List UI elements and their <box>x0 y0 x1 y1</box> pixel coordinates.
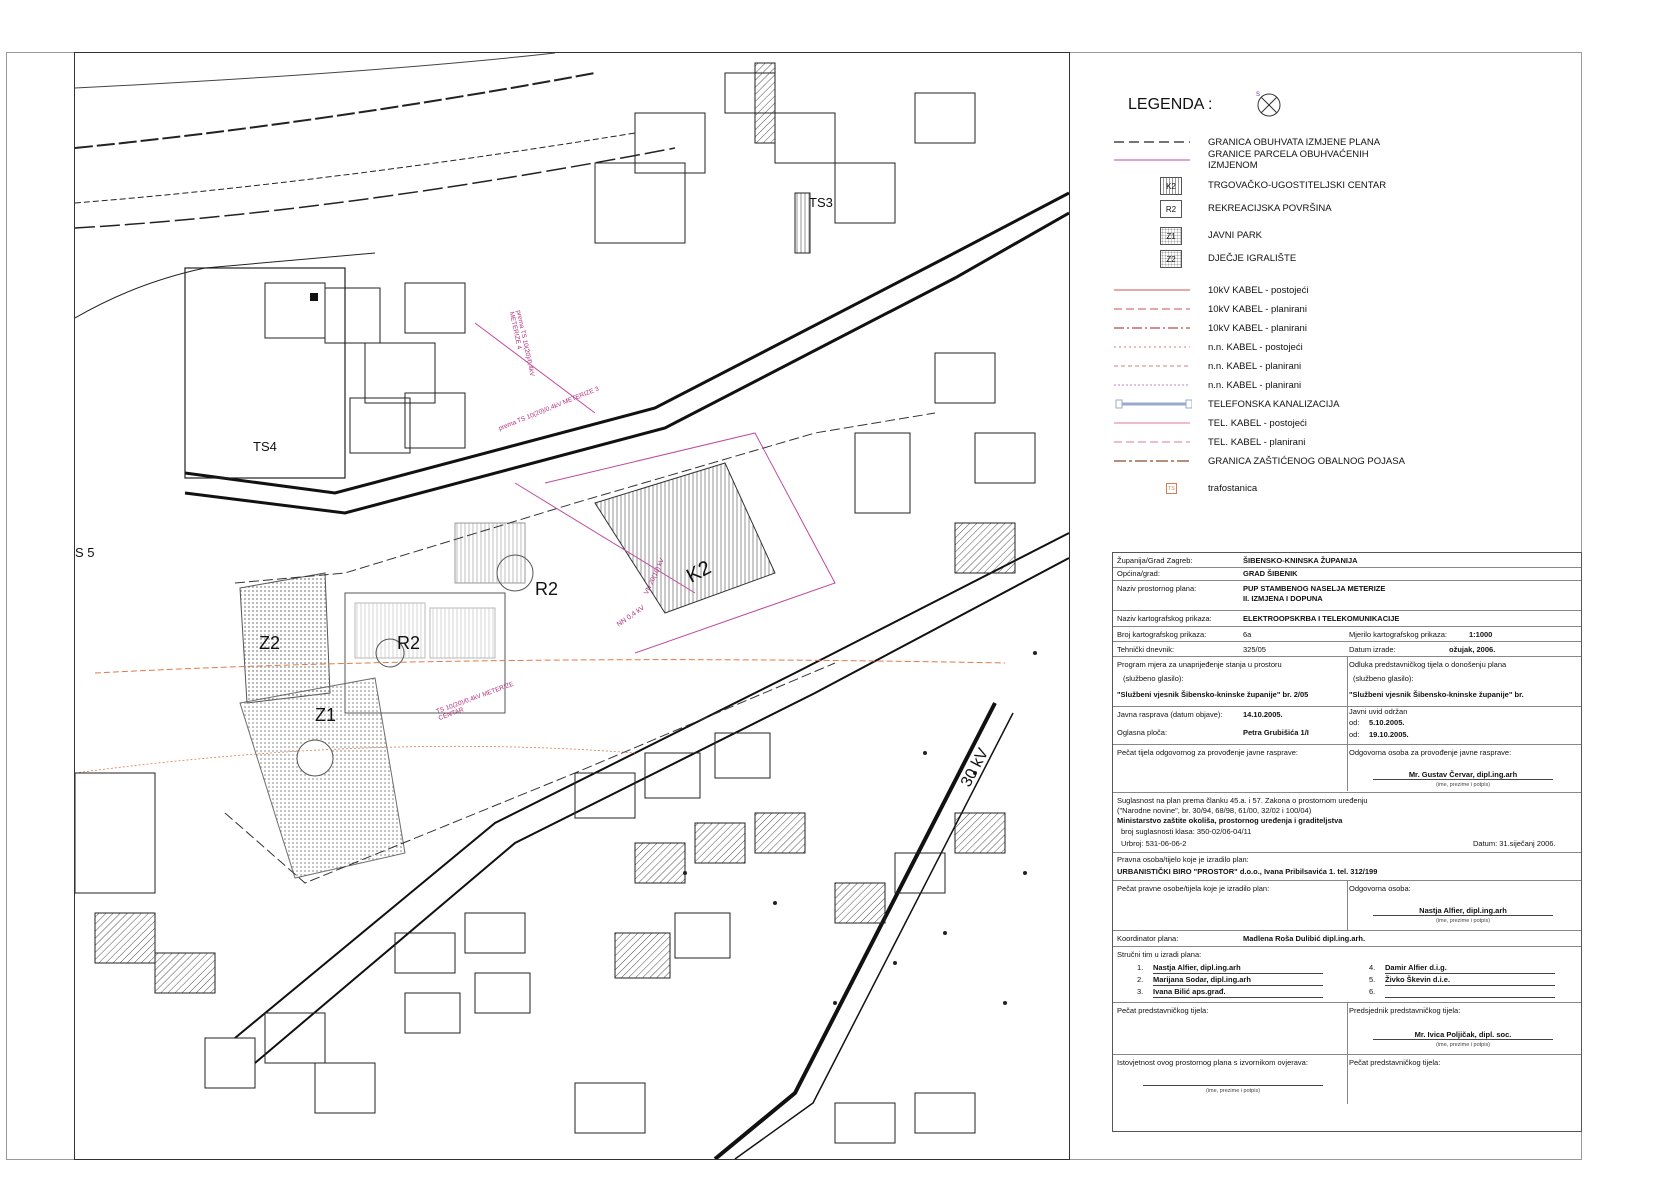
uvid-to-label: od: <box>1349 730 1360 739</box>
legend-symbol <box>1112 229 1192 241</box>
legend-label: GRANICE PARCELA OBUHVAĆENIH IZMJENOM <box>1208 149 1369 171</box>
predsj-label: Predsjednik predstavničkog tijela: <box>1349 1006 1461 1015</box>
title-block <box>1112 552 1582 1132</box>
legend-label: TEL. KABEL - postojeći <box>1208 417 1307 429</box>
suglasnost-line5: Urbroj: 531-06-06-2 <box>1121 839 1187 848</box>
legend-label: n.n. KABEL - postojeći <box>1208 341 1303 353</box>
legend-symbol <box>1112 136 1192 148</box>
team-member-name <box>1385 987 1555 998</box>
koord-label: Koordinator plana: <box>1117 934 1179 943</box>
odg1-label: Odgovorna osoba za provođenje javne rasprave: <box>1349 748 1512 757</box>
legend <box>1112 90 1572 530</box>
label-metr4: prema TS 10(20)/0,4kV METERIZE 4 <box>507 309 536 378</box>
suglasnost-line1: Suglasnost na plan prema članku 45.a. i 57. Zakona o prostornom uređenju <box>1117 796 1368 805</box>
odg2-caption: (ime, prezime i potpis) <box>1435 918 1491 924</box>
municipality-label: Općina/grad: <box>1117 569 1160 578</box>
legend-symbol <box>1112 252 1192 264</box>
legend-label: n.n. KABEL - planirani <box>1208 360 1302 372</box>
legend-item <box>1112 250 1296 266</box>
legend-symbol <box>1112 398 1192 410</box>
date-value: ožujak, 2006. <box>1449 645 1496 654</box>
team-member-name: Damir Alfier d.i.g. <box>1385 963 1555 974</box>
legend-item <box>1112 339 1303 355</box>
plan-line1: PUP STAMBENOG NASELJA METERIZE <box>1243 584 1386 593</box>
legend-label: GRANICA OBUHVATA IZMJENE PLANA <box>1208 136 1381 148</box>
legend-item <box>1112 282 1309 298</box>
predsj-name: Mr. Ivica Poljičak, dipl. soc. <box>1373 1030 1553 1040</box>
zone-label-z1: Z1 <box>315 705 337 725</box>
scale-label: Mjerilo kartografskog prikaza: <box>1349 630 1447 639</box>
legend-symbol <box>1112 303 1192 315</box>
team-number: 4. <box>1369 963 1376 972</box>
label-metr3: prema TS 10(20)/0,4kV METERIZE 3 <box>497 385 601 433</box>
legend-item <box>1112 480 1257 496</box>
legend-symbol <box>1112 482 1192 494</box>
program-value: "Službeni vjesnik Šibensko-kninske županije" br. 2/05 <box>1117 690 1309 699</box>
suglasnost-line2: ("Narodne novine", br. 30/94, 68/98, 61/00, 32/02 i 100/04) <box>1117 806 1312 815</box>
legend-zone-box: Z1 <box>1160 227 1182 245</box>
map-name-label: Naziv kartografskog prikaza: <box>1117 614 1212 623</box>
legend-label: TEL. KABEL - planirani <box>1208 436 1306 448</box>
suglasnost-line3: Ministarstvo zaštite okoliša, prostornog uređenja i graditeljstva <box>1117 816 1343 825</box>
sheet-no-label: Broj kartografskog prikaza: <box>1117 630 1207 639</box>
legend-symbol <box>1112 154 1192 166</box>
county-label: Županija/Grad Zagreb: <box>1117 556 1193 565</box>
label-s5: S 5 <box>75 545 95 560</box>
odg2-label: Odgovorna osoba: <box>1349 884 1411 893</box>
legend-item <box>1112 415 1307 431</box>
trafostanica-symbol-icon: TS <box>1166 483 1177 494</box>
legend-label: n.n. KABEL - planirani <box>1208 379 1302 391</box>
program-line2: (službeno glasilo): <box>1123 674 1184 683</box>
legend-item <box>1112 149 1388 171</box>
team-number: 2. <box>1137 975 1144 984</box>
oglasna-label: Oglasna ploča: <box>1117 728 1168 737</box>
legend-item <box>1112 177 1386 193</box>
legend-label: DJEČJE IGRALIŠTE <box>1208 252 1297 264</box>
tech-value: 325/05 <box>1243 645 1266 654</box>
legend-label: TELEFONSKA KANALIZACIJA <box>1208 398 1340 410</box>
county-value: ŠIBENSKO-KNINSKA ŽUPANIJA <box>1243 556 1358 565</box>
legend-zone-box: Z2 <box>1160 250 1182 268</box>
legend-item <box>1112 134 1380 150</box>
site-plan-map <box>74 52 1070 1160</box>
predsj-caption: (ime, prezime i potpis) <box>1435 1042 1491 1048</box>
legend-label: JAVNI PARK <box>1208 229 1263 241</box>
istov-caption: (ime, prezime i potpis) <box>1205 1088 1261 1094</box>
legend-item <box>1112 396 1339 412</box>
plan-label: Naziv prostornog plana: <box>1117 584 1197 593</box>
legend-symbol <box>1112 284 1192 296</box>
legend-item <box>1112 358 1301 374</box>
uvid-to-value: 19.10.2005. <box>1369 730 1409 739</box>
odluka-value: "Službeni vjesnik Šibensko-kninske županije" br. <box>1349 690 1524 699</box>
municipality-value: GRAD ŠIBENIK <box>1243 569 1298 578</box>
pravna-label: Pravna osoba/tijelo koje je izradilo plan: <box>1117 855 1249 864</box>
suglasnost-line4: broj suglasnosti klasa: 350-02/06-04/11 <box>1121 827 1252 836</box>
uvid-from-label: od: <box>1349 718 1360 727</box>
odg1-caption: (ime, prezime i potpis) <box>1435 782 1491 788</box>
pecat1-label: Pečat tijela odgovornog za provođenje javne rasprave: <box>1117 748 1298 757</box>
pecat3-label: Pečat predstavničkog tijela: <box>1117 1006 1209 1015</box>
tb-divider-lower <box>1347 1002 1348 1104</box>
label-ts4: TS4 <box>253 439 277 454</box>
istov-sign-line <box>1143 1084 1323 1086</box>
legend-label: 10kV KABEL - planirani <box>1208 303 1307 315</box>
legend-label: trafostanica <box>1208 482 1258 494</box>
istov-label: Istovjetnost ovog prostornog plana s izvornikom ovjerava: <box>1117 1058 1308 1067</box>
zone-label-k2: K2 <box>683 556 715 588</box>
legend-symbol <box>1112 322 1192 334</box>
map-drawing <box>75 53 1069 1159</box>
label-nn-04kv: NN 0,4 kV <box>615 604 647 629</box>
svg-text:S: S <box>1256 92 1261 98</box>
zone-label-r2-lower: R2 <box>397 633 421 653</box>
zone-label-z2: Z2 <box>259 633 281 653</box>
suglasnost-date: Datum: 31.siječanj 2006. <box>1473 839 1556 848</box>
legend-zone-box: K2 <box>1160 177 1182 195</box>
tech-label: Tehnički dnevnik: <box>1117 645 1175 654</box>
legend-label: TRGOVAČKO-UGOSTITELJSKI CENTAR <box>1208 179 1387 191</box>
label-vn-kabel: VN 20(10) kV <box>643 557 666 596</box>
javna-value: 14.10.2005. <box>1243 710 1283 719</box>
team-member-name: Živko Škevin d.i.e. <box>1385 975 1555 986</box>
legend-item <box>1112 453 1405 469</box>
label-30kv: 30 kV <box>957 745 993 790</box>
odluka-line2: (službeno glasilo): <box>1353 674 1414 683</box>
team-member-name: Ivana Bilić aps.građ. <box>1153 987 1323 998</box>
legend-symbol <box>1112 202 1192 214</box>
team-number: 3. <box>1137 987 1144 996</box>
legend-zone-box: R2 <box>1160 200 1182 218</box>
legend-symbol <box>1112 341 1192 353</box>
legend-symbol <box>1112 379 1192 391</box>
legend-symbol <box>1112 417 1192 429</box>
legend-item <box>1112 320 1307 336</box>
plan-line2: II. IZMJENA I DOPUNA <box>1243 594 1323 603</box>
scale-value: 1:1000 <box>1469 630 1493 639</box>
koord-value: Madlena Roša Dulibić dipl.ing.arh. <box>1243 934 1366 943</box>
odg2-name: Nastja Alfier, dipl.ing.arh <box>1373 906 1553 916</box>
legend-label: 10kV KABEL - planirani <box>1208 322 1307 334</box>
pravna-value: URBANISTIČKI BIRO "PROSTOR" d.o.o., Ivana Pribilsavića 1. tel. 312/199 <box>1117 867 1378 876</box>
program-line1: Program mjera za unaprijeđenje stanja u prostoru <box>1117 660 1282 669</box>
odluka-line1: Odluka predstavničkog tijela o donošenju plana <box>1349 660 1507 669</box>
uvid-from-value: 5.10.2005. <box>1369 718 1405 727</box>
odg1-name: Mr. Gustav Červar, dipl.ing.arh <box>1373 770 1553 780</box>
pecat4-label: Pečat predstavničkog tijela: <box>1349 1058 1441 1067</box>
team-number: 6. <box>1369 987 1376 996</box>
team-member-name: Nastja Alfier, dipl.ing.arh <box>1153 963 1323 974</box>
legend-item <box>1112 377 1301 393</box>
uvid-label: Javni uvid održan <box>1349 707 1408 716</box>
tb-divider-upper <box>1347 656 1348 791</box>
legend-item <box>1112 200 1332 216</box>
north-arrow-icon <box>1254 90 1284 125</box>
sheet-no-value: 6a <box>1243 630 1252 639</box>
team-member-name: Marijana Sodar, dipl.ing.arh <box>1153 975 1323 986</box>
legend-symbol <box>1112 436 1192 448</box>
legend-label: 10kV KABEL - postojeći <box>1208 284 1309 296</box>
tim-label: Stručni tim u izradi plana: <box>1117 950 1202 959</box>
legend-symbol <box>1112 179 1192 191</box>
team-number: 1. <box>1137 963 1144 972</box>
legend-item <box>1112 434 1305 450</box>
zone-label-r2-upper: R2 <box>535 579 559 599</box>
team-number: 5. <box>1369 975 1376 984</box>
legend-symbol <box>1112 360 1192 372</box>
legend-label: GRANICA ZAŠTIĆENOG OBALNOG POJASA <box>1208 455 1405 467</box>
legend-item <box>1112 227 1262 243</box>
map-name-value: ELEKTROOPSKRBA I TELEKOMUNIKACIJE <box>1243 614 1400 623</box>
legend-item <box>1112 301 1307 317</box>
tb-divider-mid <box>1347 880 1348 930</box>
pecat2-label: Pečat pravne osobe/tijela koje je izradilo plan: <box>1117 884 1270 893</box>
label-ts3: TS3 <box>809 195 833 210</box>
label-metr-centar: TS 10(20)/0,4kV METERIZE CENTAR <box>435 680 515 722</box>
legend-label: REKREACIJSKA POVRŠINA <box>1208 202 1332 214</box>
oglasna-value: Petra Grubišića 1/I <box>1243 728 1309 737</box>
legend-title: LEGENDA : <box>1128 96 1213 113</box>
date-label: Datum izrade: <box>1349 645 1396 654</box>
legend-symbol <box>1112 455 1192 467</box>
javna-label: Javna rasprava (datum objave): <box>1117 710 1223 719</box>
